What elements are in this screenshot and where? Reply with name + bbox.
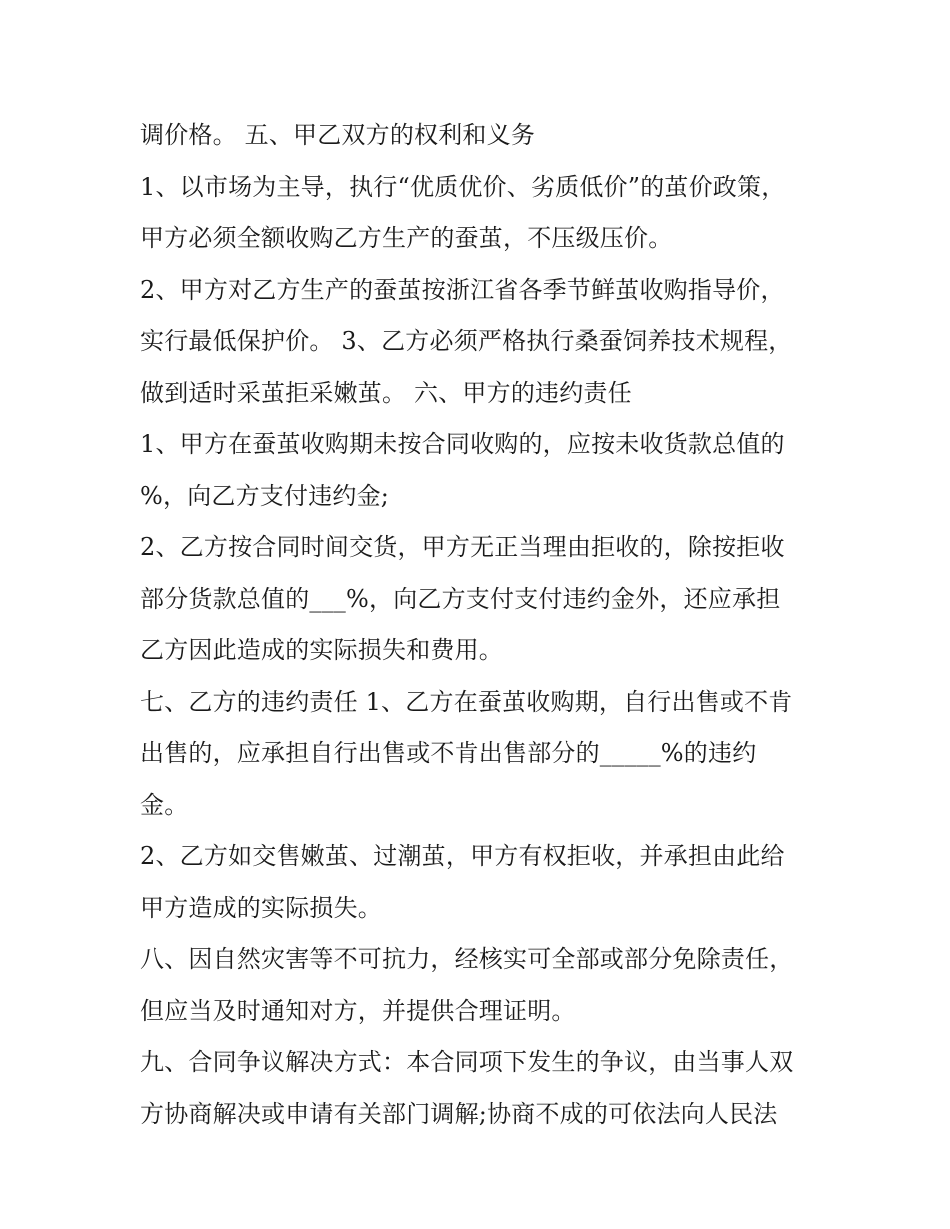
text-line: 2、乙方如交售嫩茧、过潮茧，甲方有权拒收，并承担由此给 bbox=[140, 842, 785, 870]
text-line: 九、合同争议解决方式：本合同项下发生的争议，由当事人双 bbox=[140, 1048, 794, 1076]
text-line: 但应当及时通知对方，并提供合理证明。 bbox=[140, 996, 576, 1025]
text-line: 2、甲方对乙方生产的蚕茧按浙江省各季节鲜茧收购指导价， bbox=[140, 275, 785, 304]
document-body bbox=[140, 110, 820, 1140]
text-line: 乙方因此造成的实际损失和费用。 bbox=[140, 636, 503, 664]
text-line: 甲方造成的实际损失。 bbox=[140, 893, 382, 922]
text-line: 出售的，应承担自行出售或不肯出售部分的_____%的违约 bbox=[140, 739, 757, 767]
text-line: 1、甲方在蚕茧收购期未按合同收购的，应按未收货款总值的 bbox=[140, 430, 785, 458]
text-line: 1、以市场为主导，执行“优质优价、劣质低价”的茧价政策， bbox=[140, 172, 786, 201]
text-line: 金。 bbox=[140, 790, 189, 819]
text-line: 做到适时采茧拒采嫩茧。 六、甲方的违约责任 bbox=[140, 378, 632, 407]
text-line: 调价格。 五、甲乙双方的权利和义务 bbox=[140, 121, 536, 149]
text-line: 部分货款总值的___%，向乙方支付支付违约金外，还应承担 bbox=[140, 584, 781, 613]
text-line: 八、因自然灾害等不可抗力，经核实可全部或部分免除责任， bbox=[140, 945, 794, 973]
text-line: 2、乙方按合同时间交货，甲方无正当理由拒收的，除按拒收 bbox=[140, 533, 785, 561]
text-line: 七、乙方的违约责任 1、乙方在蚕茧收购期，自行出售或不肯 bbox=[140, 687, 793, 716]
text-line: 实行最低保护价。 3、乙方必须严格执行桑蚕饲养技术规程， bbox=[140, 327, 793, 355]
text-line: 方协商解决或申请有关部门调解;协商不成的可依法向人民法 bbox=[140, 1099, 778, 1128]
text-line: 甲方必须全额收购乙方生产的蚕茧，不压级压价。 bbox=[140, 224, 673, 252]
text-line: %，向乙方支付违约金; bbox=[140, 481, 390, 510]
